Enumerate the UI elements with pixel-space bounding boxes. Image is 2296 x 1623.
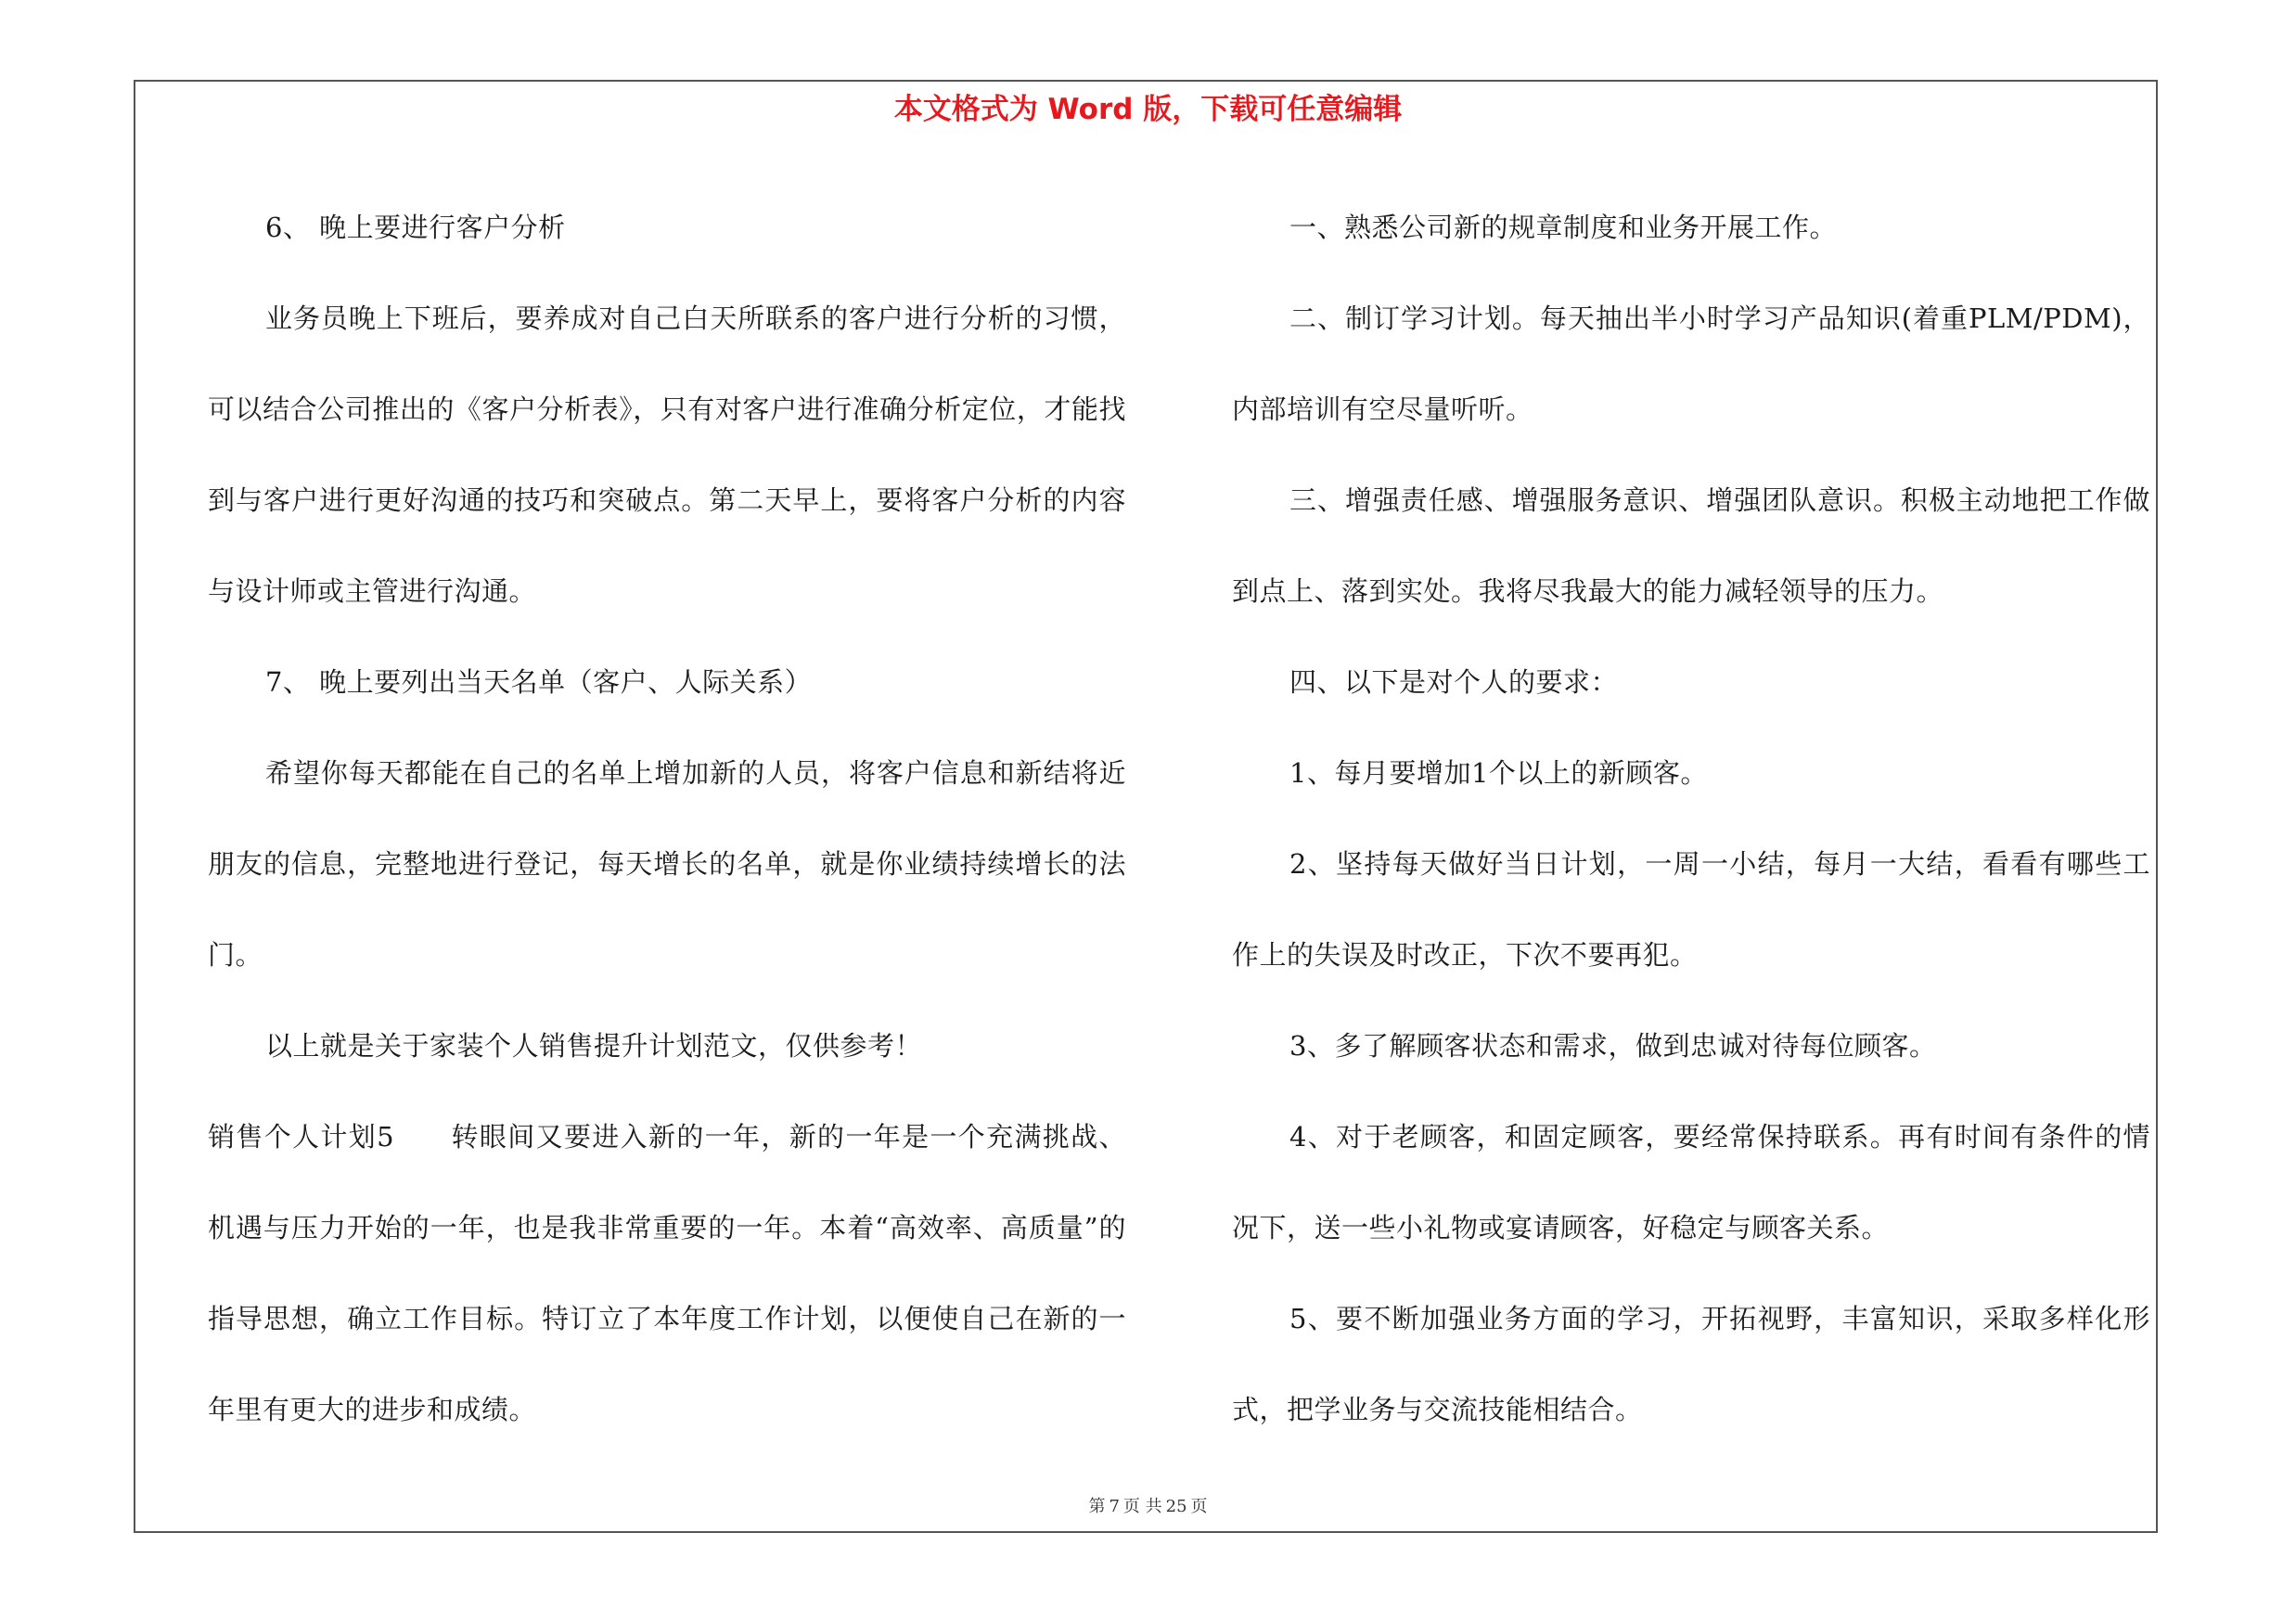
plan-item-2: 二、制订学习计划。每天抽出半小时学习产品知识(着重PLM/PDM)，内部培训有空尽量听听。 <box>1232 303 2150 425</box>
paragraph-closing-note: 以上就是关于家装个人销售提升计划范文，仅供参考！ <box>265 1030 923 1062</box>
current-page-number: 7 <box>1109 1497 1120 1516</box>
section-heading-7: 7、 晚上要列出当天名单（客户、人际关系） <box>265 666 813 698</box>
paragraph-customer-analysis: 业务员晚上下班后，要养成对自己白天所联系的客户进行分析的习惯，可以结合公司推出的《客户分析表》，只有对客户进行准确分析定位，才能找到与客户进行更好沟通的技巧和突破点。第二天早上，要将客户分析的内容与设计师或主管进行沟通。 <box>208 303 1126 607</box>
requirement-2: 2、坚持每天做好当日计划，一周一小结，每月一大结，看看有哪些工作上的失误及时改正，下次不要再犯。 <box>1232 848 2150 971</box>
footer-middle: 页 共 <box>1122 1497 1162 1516</box>
footer-prefix: 第 <box>1088 1497 1106 1516</box>
plan-item-3: 三、增强责任感、增强服务意识、增强团队意识。积极主动地把工作做到点上、落到实处。我将尽我最大的能力减轻领导的压力。 <box>1232 484 2150 607</box>
requirement-4: 4、对于老顾客，和固定顾客，要经常保持联系。再有时间有条件的情况下，送一些小礼物或宴请顾客，好稳定与顾客关系。 <box>1232 1121 2150 1243</box>
paragraph-sales-plan-5-intro: 销售个人计划5 转眼间又要进入新的一年，新的一年是一个充满挑战、机遇与压力开始的一年，也是我非常重要的一年。本着“高效率、高质量”的指导思想，确立工作目标。特订立了本年度工作计划，以便使自己在新的一年里有更大的进步和成绩。 <box>208 1121 1126 1425</box>
requirement-3: 3、多了解顾客状态和需求，做到忠诚对待每位顾客。 <box>1289 1030 1937 1062</box>
total-page-count: 25 <box>1165 1497 1187 1516</box>
plan-item-1: 一、熟悉公司新的规章制度和业务开展工作。 <box>1289 212 1838 243</box>
paragraph-daily-name-list: 希望你每天都能在自己的名单上增加新的人员，将客户信息和新结将近朋友的信息，完整地进行登记，每天增长的名单，就是你业绩持续增长的法门。 <box>208 757 1126 971</box>
section-heading-6: 6、 晚上要进行客户分析 <box>265 212 566 243</box>
format-notice-banner: 本文格式为 Word 版，下载可任意编辑 <box>893 93 1403 126</box>
requirement-1: 1、每月要增加1个以上的新顾客。 <box>1289 757 1708 789</box>
left-column <box>208 182 1126 1455</box>
right-column <box>1232 182 2150 1455</box>
requirement-5: 5、要不断加强业务方面的学习，开拓视野，丰富知识，采取多样化形式，把学业务与交流技能相结合。 <box>1232 1303 2150 1425</box>
plan-item-4-heading: 四、以下是对个人的要求： <box>1289 666 1619 698</box>
page-number-footer <box>0 1496 2296 1518</box>
footer-suffix: 页 <box>1190 1497 1208 1516</box>
